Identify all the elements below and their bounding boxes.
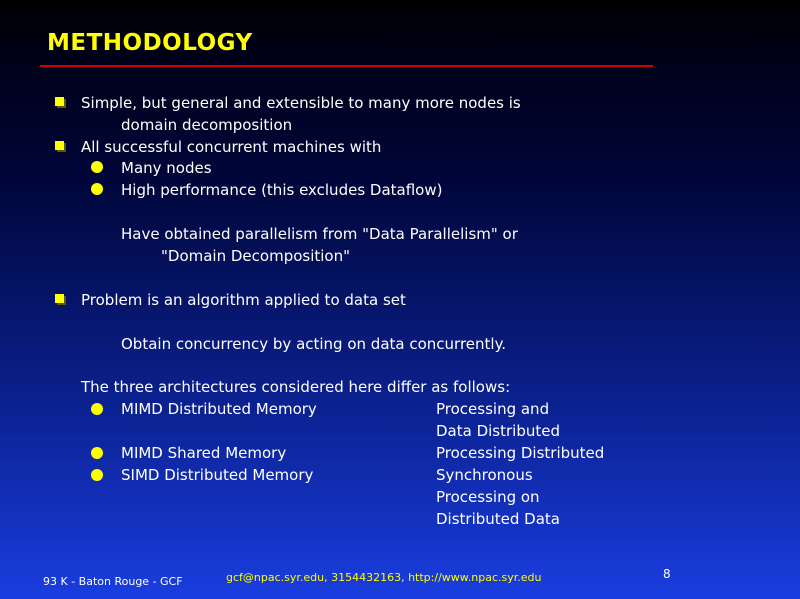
- square-bullet-icon: [55, 141, 64, 150]
- sub-bullet-text: High performance (this excludes Dataflow): [121, 181, 443, 199]
- architecture-name: MIMD Shared Memory: [121, 444, 287, 462]
- round-bullet-icon: [91, 469, 103, 481]
- footer-left: 93 K - Baton Rouge - GCF: [43, 575, 183, 588]
- note-text: Have obtained parallelism from "Data Parallelism" or: [121, 225, 518, 243]
- page-number: 8: [663, 567, 671, 581]
- architecture-desc: Processing on: [436, 488, 540, 506]
- architecture-desc: Processing and: [436, 400, 550, 418]
- slide-title: METHODOLOGY: [47, 30, 253, 56]
- bullet-text: Simple, but general and extensible to many more nodes is: [81, 94, 521, 112]
- round-bullet-icon: [91, 447, 103, 459]
- architecture-desc: Data Distributed: [436, 422, 560, 440]
- square-bullet-icon: [55, 294, 64, 303]
- note-text: "Domain Decomposition": [161, 247, 351, 265]
- bullet-text: All successful concurrent machines with: [81, 138, 382, 156]
- square-bullet-icon: [55, 97, 64, 106]
- round-bullet-icon: [91, 403, 103, 415]
- note-text: The three architectures considered here differ as follows:: [81, 378, 511, 396]
- architecture-desc: Synchronous: [436, 466, 533, 484]
- title-underline: [40, 65, 653, 67]
- bullet-text: Problem is an algorithm applied to data set: [81, 291, 406, 309]
- architecture-desc: Distributed Data: [436, 510, 560, 528]
- architecture-desc: Processing Distributed: [436, 444, 605, 462]
- sub-bullet-text: Many nodes: [121, 159, 212, 177]
- footer-contact: gcf@npac.syr.edu, 3154432163, http://www.npac.syr.edu: [226, 571, 542, 584]
- round-bullet-icon: [91, 183, 103, 195]
- round-bullet-icon: [91, 161, 103, 173]
- bullet-text-continuation: domain decomposition: [121, 116, 293, 134]
- architecture-name: MIMD Distributed Memory: [121, 400, 317, 418]
- note-text: Obtain concurrency by acting on data concurrently.: [121, 335, 507, 353]
- architecture-name: SIMD Distributed Memory: [121, 466, 314, 484]
